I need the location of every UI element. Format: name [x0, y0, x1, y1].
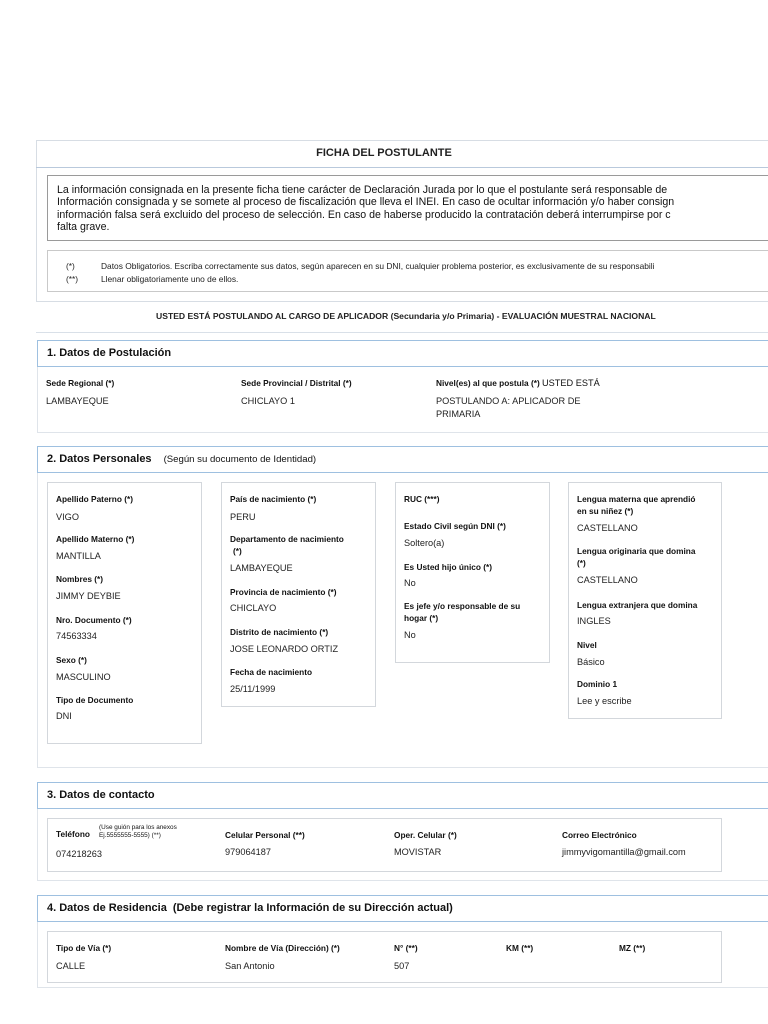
celular-value: 979064187 [225, 847, 271, 857]
nombre-via-label: Nombre de Vía (Dirección) (*) [225, 943, 340, 953]
lengua-extranjera-value: INGLES [577, 616, 611, 626]
section-personales-header [37, 446, 768, 473]
provincia-value: CHICLAYO [230, 603, 277, 613]
sexo-label: Sexo (*) [56, 655, 87, 665]
departamento-label: Departamento de nacimiento [230, 534, 344, 544]
section-residencia-header [37, 895, 768, 922]
dominio-value: Lee y escribe [577, 696, 632, 706]
section-title: 3. Datos de contacto [47, 789, 155, 801]
lengua-materna-label-line2: en su niñez (*) [577, 506, 634, 516]
lengua-extranjera-label: Lengua extranjera que domina [577, 600, 698, 610]
note-row [66, 261, 655, 271]
provincia-label: Provincia de nacimiento (*) [230, 587, 337, 597]
ruc-label: RUC (***) [404, 494, 440, 504]
section-subtitle: (Según su documento de Identidad) [163, 454, 317, 465]
telefono-hint: Ej.5555555-5555) (**) [99, 832, 161, 839]
nombres-label: Nombres (*) [56, 574, 104, 584]
telefono-label: Teléfono [56, 829, 90, 839]
nro-documento-label: Nro. Documento (*) [56, 615, 132, 625]
pais-value: PERU [230, 512, 256, 522]
mz-label: MZ (**) [619, 943, 646, 953]
section-title: 4. Datos de Residencia [47, 902, 167, 914]
tipo-via-label: Tipo de Vía (*) [56, 943, 112, 953]
apellido-materno-label: Apellido Materno (*) [56, 534, 135, 544]
correo-value: jimmyvigomantilla@gmail.com [562, 847, 686, 857]
jefe-hogar-label: Es jefe y/o responsable de su [404, 601, 521, 611]
declaration-line: falta grave. [57, 220, 110, 233]
section-contacto-header [37, 782, 768, 809]
tipo-documento-label: Tipo de Documento [56, 695, 134, 705]
celular-label: Celular Personal (**) [225, 830, 305, 840]
estado-civil-value: Soltero(a) [404, 538, 445, 548]
note-symbol: (**) [66, 274, 79, 284]
sede-regional-value: LAMBAYEQUE [46, 396, 109, 406]
sexo-value: MASCULINO [56, 672, 111, 682]
tipo-documento-value: DNI [56, 711, 72, 721]
section-title: 1. Datos de Postulación [47, 347, 172, 359]
note-symbol: (*) [66, 261, 75, 271]
page-title: FICHA DEL POSTULANTE [316, 147, 452, 159]
operador-value: MOVISTAR [394, 847, 442, 857]
hijo-unico-value: No [404, 578, 416, 588]
nivel-postula-value: POSTULANDO A: APLICADOR DE [436, 396, 581, 406]
nivel-postula-label-text: Nivel(es) al que postula (*) [436, 378, 540, 388]
declaration-line: Información consignada y se somete al proceso de fiscalización que lleva el INEI. En caso de ocultar información y/o haber consign [57, 196, 675, 209]
sede-regional-label: Sede Regional (*) [46, 378, 115, 388]
lengua-materna-label: Lengua materna que aprendió [577, 494, 696, 504]
section-postulacion-header [37, 340, 768, 367]
card-residencia [47, 931, 722, 983]
pais-label: País de nacimiento (*) [230, 494, 317, 504]
nombre-via-value: San Antonio [225, 961, 275, 971]
numero-label: N° (**) [394, 943, 418, 953]
departamento-label-required: (*) [233, 546, 242, 556]
apellido-paterno-value: VIGO [56, 512, 79, 522]
nivel-postula-value: PRIMARIA [436, 409, 481, 419]
operador-label: Oper. Celular (*) [394, 830, 457, 840]
declaration-box [47, 175, 768, 241]
telefono-hint: (Use guión para los anexos [99, 824, 177, 831]
nro-documento-value: 74563334 [56, 631, 97, 641]
fecha-nacimiento-label: Fecha de nacimiento [230, 667, 313, 677]
departamento-value: LAMBAYEQUE [230, 563, 293, 573]
jefe-hogar-value: No [404, 630, 416, 640]
declaration-line: información falsa será excluido del proceso de selección. En caso de haberse producido la contratación deberá interrumpirse por c [57, 208, 671, 221]
note-text: Llenar obligatoriamente uno de ellos. [101, 274, 239, 284]
km-label: KM (**) [506, 943, 534, 953]
sede-provincial-value: CHICLAYO 1 [241, 396, 295, 406]
nombres-value: JIMMY DEYBIE [56, 591, 121, 601]
postulando-banner: USTED ESTÁ POSTULANDO AL CARGO DE APLICADOR (Secundaria y/o Primaria) - EVALUACIÓN MUESTRAL NACIONAL [156, 311, 656, 321]
lengua-originaria-value: CASTELLANO [577, 575, 638, 585]
nivel-idioma-value: Básico [577, 657, 605, 667]
dominio-label: Dominio 1 [577, 679, 618, 689]
note-text: Datos Obligatorios. Escriba correctamente sus datos, según aparecen en su DNI, cualquier problema posterior, es exclusivamente de su responsabili [101, 261, 655, 271]
distrito-value: JOSE LEONARDO ORTIZ [230, 644, 339, 654]
notes-box [47, 250, 768, 292]
distrito-label: Distrito de nacimiento (*) [230, 627, 329, 637]
section-postulacion-body [37, 367, 768, 433]
declaration-line: La información consignada en la presente ficha tiene carácter de Declaración Jurada por lo que el postulante será responsable de [57, 184, 668, 196]
apellido-paterno-label: Apellido Paterno (*) [56, 494, 133, 504]
lengua-materna-value: CASTELLANO [577, 523, 638, 533]
title-divider [36, 167, 768, 168]
numero-value: 507 [394, 961, 410, 971]
nivel-postula-value-inline: USTED ESTÁ [542, 378, 600, 388]
apellido-materno-value: MANTILLA [56, 551, 101, 561]
hijo-unico-label: Es Usted hijo único (*) [404, 562, 493, 572]
nivel-idioma-label: Nivel [577, 640, 597, 650]
fecha-nacimiento-value: 25/11/1999 [230, 684, 276, 694]
note-row [66, 274, 238, 284]
correo-label: Correo Electrónico [562, 830, 637, 840]
estado-civil-label: Estado Civil según DNI (*) [404, 521, 506, 531]
section-subtitle: (Debe registrar la Información de su Dirección actual) [172, 902, 453, 914]
lengua-originaria-label: Lengua originaria que domina [577, 546, 696, 556]
banner-divider [36, 332, 768, 333]
lengua-originaria-label-line2: (*) [577, 558, 586, 568]
tipo-via-value: CALLE [56, 961, 86, 971]
nivel-postula-label [436, 378, 600, 389]
sede-provincial-label: Sede Provincial / Distrital (*) [241, 378, 352, 388]
jefe-hogar-label-line2: hogar (*) [404, 613, 439, 623]
section-title: 2. Datos Personales [47, 453, 152, 465]
telefono-value: 074218263 [56, 849, 102, 859]
